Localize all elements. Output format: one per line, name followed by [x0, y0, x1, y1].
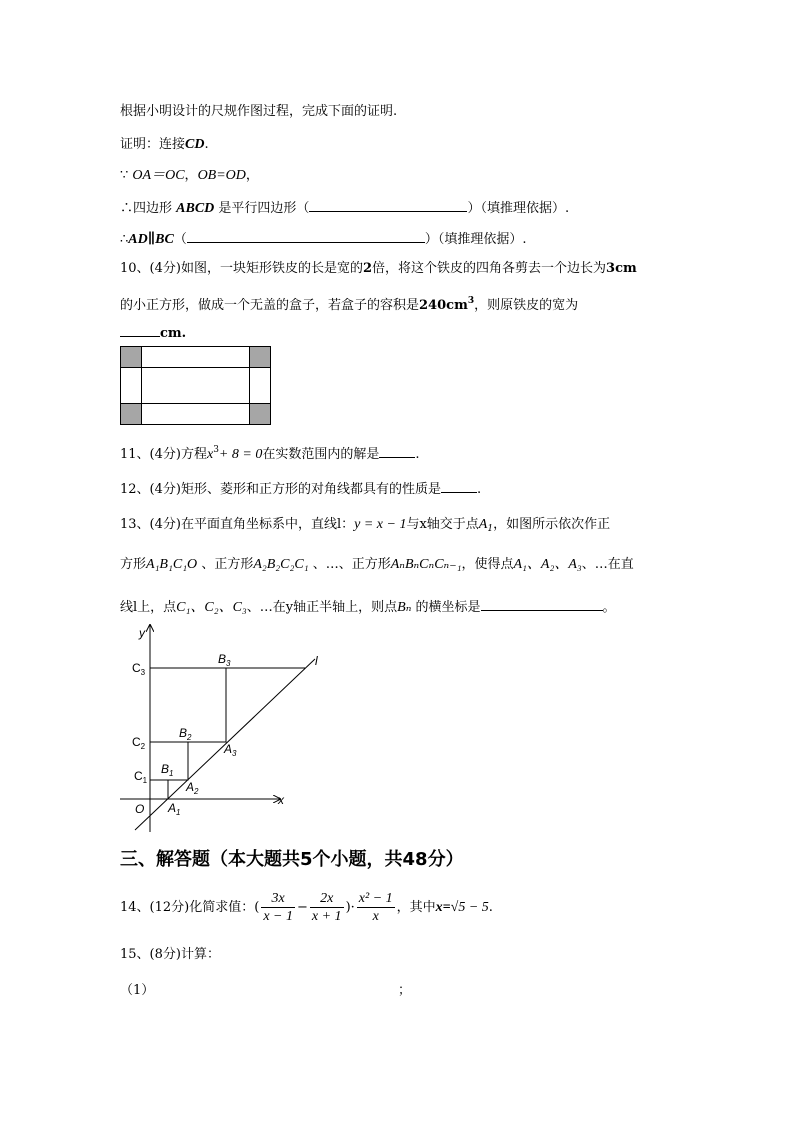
corner-square-bl — [121, 404, 142, 425]
answer-blank-width[interactable] — [120, 323, 160, 337]
q11-line — [120, 441, 419, 464]
fraction-1 — [261, 890, 295, 925]
proof-eq-oa-oc: OA＝OC — [132, 168, 185, 183]
q13-text-e: 、正方形 — [201, 557, 254, 572]
q12-end: . — [476, 482, 482, 497]
line-l-label: l — [315, 654, 318, 668]
q13-text-d: 方形 — [120, 557, 147, 572]
q10-text-c: 的小正方形，做成一个无盖的盒子，若盒子的容积是 — [120, 298, 420, 313]
fraction-2-den: x + 1 — [311, 909, 342, 924]
q15-line: 15、(8分)计算： — [120, 947, 220, 962]
fraction-3 — [357, 890, 395, 925]
q10-volume-exp: 3 — [467, 296, 475, 306]
q10-text-a: 10、(4分)如图，一块矩形铁皮的长是宽的 — [120, 261, 363, 276]
proof-sep: ， — [184, 168, 198, 183]
corner-square-tl — [121, 347, 142, 368]
paren-close: )· — [345, 900, 355, 915]
y-axis-label: y — [139, 626, 145, 640]
proof-l4-end: ）（填推理依据）. — [424, 232, 527, 247]
paren-open: ( — [254, 900, 260, 915]
proof-l2-end: ， — [245, 168, 259, 183]
q13-line-1 — [120, 516, 610, 538]
square-3 — [150, 668, 226, 742]
fraction-1-den: x − 1 — [263, 909, 293, 924]
q13-square-n: AₙBₙCₙCₙ₋₁ — [390, 557, 462, 572]
proof-line-3 — [120, 198, 569, 218]
q13-point-bn: Bₙ — [397, 600, 412, 615]
label-c2: $C_2$ — [132, 735, 146, 751]
q11-text: 11、(4分)方程 — [120, 447, 207, 462]
sheet-figure — [120, 346, 272, 426]
proof-l3-text: ∴四边形 — [120, 201, 173, 216]
answer-blank-q12[interactable] — [441, 479, 477, 493]
q13-square-1: A₁B₁C₁O — [146, 557, 198, 572]
proof-line-4 — [120, 229, 526, 249]
proof-l1-text: 证明：连接 — [120, 137, 186, 152]
q13-text-g: ，使得点 — [461, 557, 514, 572]
section-heading: 三、解答题（本大题共5个小题，共48分） — [120, 849, 464, 870]
label-b2: $B_2$ — [179, 726, 192, 742]
q13-text-f: 、…、正方形 — [312, 557, 391, 572]
q15-part1-end: ； — [398, 983, 412, 998]
q10-text-d: ，则原铁皮的宽为 — [474, 298, 579, 313]
corner-square-br — [250, 404, 271, 425]
proof-l1-var: CD — [185, 137, 205, 152]
q12-text: 12、(4分)矩形、菱形和正方形的对角线都具有的性质是 — [120, 482, 441, 497]
because-symbol: ∵ — [120, 168, 129, 183]
x-axis-label: x — [278, 793, 284, 807]
q11-var: x — [206, 447, 214, 462]
proof-line-2 — [120, 167, 259, 185]
q12-line — [120, 479, 481, 499]
proof-l3-end: ）（填推理依据）. — [467, 201, 570, 216]
q11-eq-rest: + 8 = 0 — [218, 447, 263, 462]
fraction-3-num: x² − 1 — [358, 891, 393, 906]
fraction-2-num: 2x — [310, 890, 344, 908]
fraction-3-den: x — [372, 909, 379, 924]
label-b1: $B_1$ — [161, 762, 174, 778]
q14-text: 14、(12分)化简求值： — [120, 900, 255, 915]
q10-num-2: 2 — [362, 261, 373, 276]
q13-square-2: A₂B₂C₂C₁ — [253, 557, 309, 572]
fraction-2 — [310, 890, 344, 925]
answer-blank-parallelogram[interactable] — [309, 198, 467, 212]
fraction-1-num: 3x — [261, 890, 295, 908]
q13-point-a-sub: 1 — [487, 524, 494, 534]
q14-x-eq: x= — [435, 900, 451, 915]
q13-line-2 — [120, 556, 634, 574]
intro-text: 根据小明设计的尺规作图过程，完成下面的证明. — [120, 104, 398, 119]
q13-points-a: A₁、A₂、A₃ — [513, 557, 582, 572]
proof-l4-therefore: ∴ — [120, 232, 129, 247]
q10-line-3 — [120, 323, 186, 343]
q13-text-a: 13、(4分)在平面直角坐标系中，直线l： — [120, 517, 355, 532]
q11-end: . — [415, 447, 420, 462]
proof-l3-var: ABCD — [176, 201, 215, 216]
q10-line-1 — [120, 260, 637, 278]
q11-exp: 3 — [213, 445, 219, 455]
q14-line — [120, 888, 493, 928]
proof-l4-var: AD∥BC — [128, 232, 174, 247]
answer-blank-q11[interactable] — [379, 444, 415, 458]
q13-point-a: A — [478, 517, 488, 532]
q11-suffix: 在实数范围内的解是 — [262, 447, 380, 462]
q13-text-k: 的横坐标是 — [415, 600, 481, 615]
q10-text-b: 倍，将这个铁皮的四角各剪去一个边长为 — [372, 261, 607, 276]
q13-text-i: 线l上，点 — [120, 600, 177, 615]
q10-volume: 240cm — [419, 298, 468, 313]
q14-end: . — [488, 900, 493, 915]
label-a1: $A_1$ — [168, 801, 181, 817]
origin-label: O — [135, 802, 145, 816]
proof-l1-end: . — [204, 137, 209, 152]
q13-line-3 — [120, 597, 616, 617]
label-c3: $C_3$ — [132, 661, 146, 677]
q13-end: 。 — [602, 600, 616, 615]
q13-text-h: 、…在直 — [581, 557, 634, 572]
q13-text-c: ，如图所示依次作正 — [493, 517, 611, 532]
answer-blank-q13[interactable] — [481, 597, 603, 611]
proof-line-1 — [120, 136, 209, 154]
label-c1: $C_1$ — [134, 769, 148, 785]
proof-l3-mid: 是平行四边形（ — [218, 201, 310, 216]
label-a2: $A_2$ — [186, 780, 199, 796]
q13-text-b: 与x轴交于点 — [406, 517, 479, 532]
coordinate-graph — [115, 620, 335, 835]
corner-square-tr — [250, 347, 271, 368]
q14-mid: ，其中 — [396, 900, 436, 915]
proof-l4-open: （ — [173, 232, 187, 247]
sheet-outline — [121, 347, 271, 425]
q15-part1-label: （1） — [120, 983, 155, 998]
label-b3: $B_3$ — [218, 652, 231, 668]
q13-points-c: C₁、C₂、C₃ — [176, 600, 247, 615]
q10-unit: cm. — [160, 326, 187, 341]
q10-line-2 — [120, 292, 578, 315]
q13-text-j: 、…在y轴正半轴上，则点 — [246, 600, 398, 615]
q15-part1 — [120, 982, 154, 1000]
q10-num-3cm: 3cm — [606, 261, 637, 276]
square-1 — [150, 780, 168, 799]
proof-eq-ob-od: OB=OD — [197, 168, 246, 183]
label-a3: $A_3$ — [224, 742, 237, 758]
q14-value: √5 − 5 — [450, 900, 489, 915]
q13-equation: y = x − 1 — [354, 517, 407, 532]
answer-blank-parallel[interactable] — [187, 229, 425, 243]
minus-sign: − — [296, 900, 308, 915]
